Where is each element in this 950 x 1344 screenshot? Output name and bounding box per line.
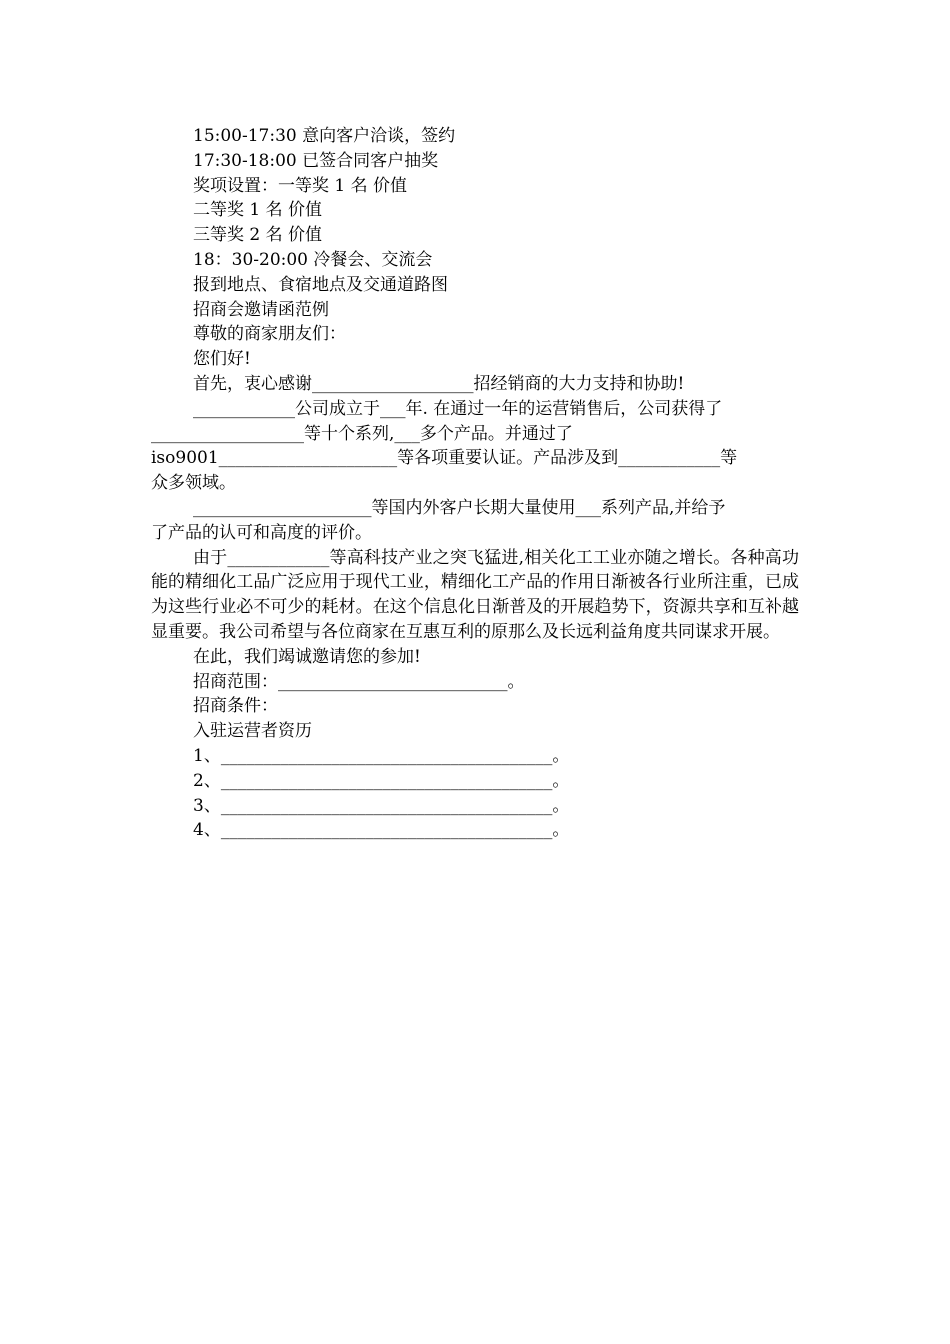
schedule-item: 15:00-17:30 意向客户洽谈，签约 bbox=[193, 126, 456, 146]
letter-title: 招商会邀请函范例 bbox=[193, 299, 329, 320]
customers-line: 了产品的认可和高度的评价。 bbox=[151, 522, 372, 543]
schedule-item: 17:30-18:00 已签合同客户抽奖 bbox=[193, 150, 439, 171]
company-line: ____________公司成立于___年. 在通过一年的运营销售后，公司获得了 bbox=[193, 398, 723, 419]
document-body bbox=[151, 124, 799, 843]
invite-line: 在此，我们竭诚邀请您的参加! bbox=[193, 646, 421, 667]
prize-third: 三等奖 2 名 价值 bbox=[193, 225, 323, 246]
qualification-heading: 入驻运营者资历 bbox=[193, 721, 312, 742]
company-line: iso9001_____________________等各项重要认证。产品涉及到____________等 bbox=[151, 448, 738, 469]
company-line: __________________等十个系列,___多个产品。并通过了 bbox=[151, 423, 573, 444]
letter-salutation: 尊敬的商家朋友们： bbox=[193, 324, 346, 345]
condition-item: 2、_______________________________________。 bbox=[193, 770, 570, 791]
location-line: 报到地点、食宿地点及交通道路图 bbox=[193, 274, 448, 295]
conditions-heading: 招商条件： bbox=[193, 696, 278, 717]
scope-line: 招商范围：___________________________。 bbox=[193, 671, 525, 692]
prize-setting: 奖项设置：一等奖 1 名 价值 bbox=[193, 175, 408, 196]
customers-line: _____________________等国内外客户长期大量使用___系列产品,并给予 bbox=[193, 497, 726, 518]
prize-second: 二等奖 1 名 价值 bbox=[193, 200, 323, 221]
condition-item: 3、_______________________________________。 bbox=[193, 795, 570, 816]
schedule-item: 18：30-20:00 冷餐会、交流会 bbox=[193, 249, 433, 270]
condition-item: 4、_______________________________________。 bbox=[193, 820, 570, 841]
thanks-line: 首先，衷心感谢___________________招经销商的大力支持和协助! bbox=[193, 373, 685, 394]
company-line: 众多领域。 bbox=[151, 473, 236, 494]
condition-item: 1、_______________________________________。 bbox=[193, 745, 570, 766]
industry-paragraph: 由于____________等高科技产业之突飞猛进,相关化工工业亦随之增长。各种高功能的精细化工品广泛应用于现代工业，精细化工产品的作用日渐被各行业所注重，已成为这些行业必不可少的耗材。在这个信息化日渐普及的开展趋势下，资源共享和互补越显重要。我公司希望与各位商家在互惠互利的原那么及长远利益角度共同谋求开展。 bbox=[151, 547, 799, 642]
letter-greeting: 您们好! bbox=[193, 349, 251, 370]
